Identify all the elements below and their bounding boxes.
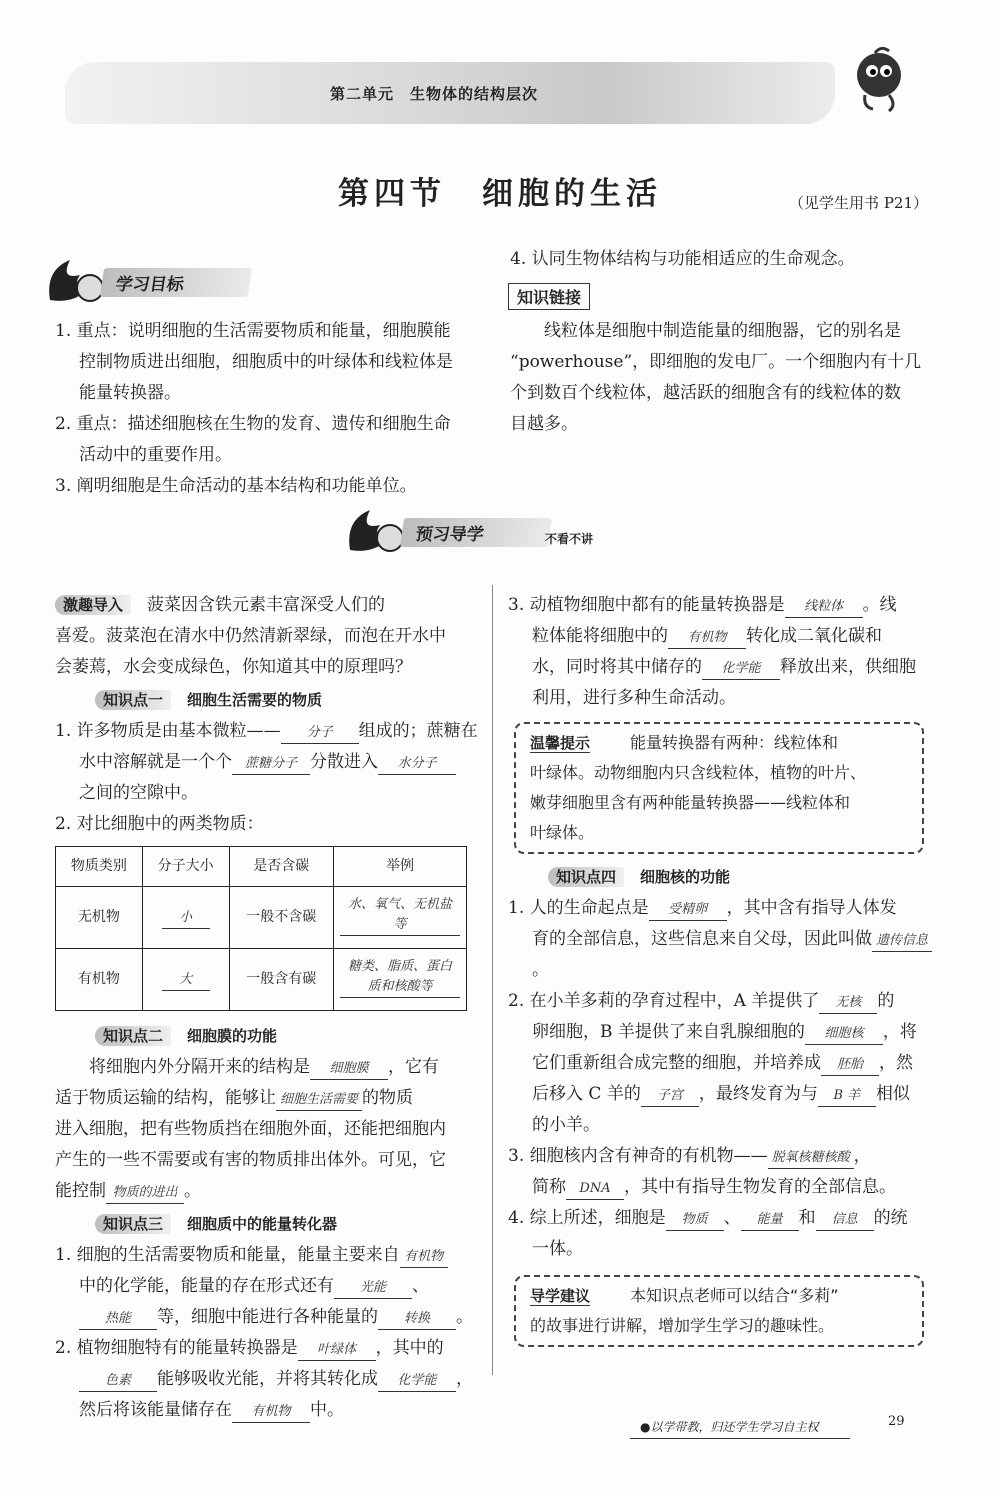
footer-rule [630,1438,850,1439]
text: 。 [532,960,549,980]
answer-blank: 分子 [281,723,359,744]
link-line: 目越多。 [510,414,578,434]
column-divider [492,585,493,1375]
text: 将细胞内外分隔开来的结构是 [89,1057,310,1077]
answer-blank: 胚胎 [821,1055,879,1076]
text: 组成的；蔗糖在 [358,721,478,741]
table-row [56,949,467,1011]
answer-blank: 蔗糖分子 [232,754,310,775]
answer-blank: 线粒体 [785,597,863,618]
kp3-line [55,1240,480,1271]
kp4-line: 一体。 [532,1239,583,1259]
answer-blank: 能量 [741,1210,799,1231]
kp1-q1-end: 之间的空隙中。 [79,783,198,803]
preview-badge: 预习导学 [400,518,552,547]
table-cell [334,887,467,949]
answer-blank: 物质的进出 [106,1183,184,1204]
text: 3. 细胞核内含有神奇的有机物—— [508,1146,768,1166]
text: ， [853,1146,871,1166]
answer-blank: 大 [162,970,210,991]
kp4-line [508,1048,933,1079]
text: 和 [798,1208,816,1228]
table-cell: 有机物 [56,949,143,1011]
text: ，然 [879,1053,913,1073]
answer-blank: 水分子 [378,754,456,775]
text: 的物质 [362,1088,414,1108]
answer-blank: 化学能 [378,1371,456,1392]
goals-banner [40,250,270,310]
kp3-line [55,1395,480,1426]
kp3-line [508,621,933,652]
tip-line: 叶绿体。 [530,823,595,842]
goals-list [55,316,485,502]
text: ，将 [882,1022,917,1042]
guide-line: 的故事进行讲解，增加学生学习的趣味性。 [530,1316,835,1335]
text: ，其中有指导生物发育的全部信息。 [624,1177,896,1197]
answer-blank: 化学能 [702,659,780,680]
kp4-line [508,1141,933,1172]
table-cell [334,949,467,1011]
text: 3. 动植物细胞中都有的能量转换器是 [508,595,785,615]
mascot-icon [845,45,915,115]
kp4-line [508,1172,933,1203]
link-line: 个到数百个线粒体，越活跃的细胞含有的线粒体的数 [510,383,901,403]
answer-blank: 光能 [334,1278,412,1299]
text: 释放出来，供细胞 [780,657,916,677]
text: 能够吸收光能，并将其转化成 [157,1369,378,1389]
answer-blank: 水、氧气、无机盐等 [340,895,460,936]
answer-blank: 有机物 [400,1247,448,1268]
table-cell [142,949,229,1011]
text: ， [456,1369,473,1389]
kp4-line [508,1079,933,1110]
text: 、 [723,1208,741,1228]
text: 能控制 [55,1181,106,1201]
goals-badge: 学习目标 [100,268,252,297]
tip-tag: 温馨提示 [530,734,591,752]
tip-line [530,728,908,758]
kp2-line [55,1083,480,1114]
text: 等，细胞中能进行各种能量的 [157,1307,378,1327]
text: 能量转换器有两种：线粒体和 [630,733,839,752]
footer-slogan: ●以学带教，归还学生学习自主权 [640,1420,819,1434]
text: 简称 [532,1177,566,1197]
kp4-tag: 知识点四 [548,867,624,887]
kp1-q1-cont [55,747,480,778]
kp4-line [508,1017,933,1048]
kp1-heading [95,685,480,716]
answer-blank: DNA [566,1179,624,1200]
text: 的统 [873,1208,908,1228]
kp4-title: 细胞核的功能 [640,868,731,886]
text: 后移入 C 羊的 [532,1084,641,1104]
answer-blank: 信息 [816,1210,874,1231]
table-header: 是否含碳 [229,847,333,887]
answer-blank: 转换 [378,1309,456,1330]
kp4-line [508,1203,933,1234]
answer-blank: 有机物 [232,1402,310,1423]
kp4-line [508,986,933,1017]
text: 本知识点老师可以结合“多莉” [630,1286,839,1305]
text: 相似 [875,1084,910,1104]
text: 。 [184,1181,201,1201]
kp4-line: 的小羊。 [532,1115,600,1135]
text: 中的化学能，能量的存在形式还有 [79,1276,334,1296]
kp3-line: 利用，进行多种生命活动。 [532,688,736,708]
text: 1. 细胞的生活需要物质和能量，能量主要来自 [55,1245,400,1265]
intro-line: 喜爱。菠菜泡在清水中仍然清新翠绿，而泡在开水中 [55,626,446,646]
text: 1. 人的生命起点是 [508,898,649,918]
page-number: 29 [888,1414,905,1429]
table-header: 分子大小 [142,847,229,887]
table-header: 举例 [334,847,467,887]
goal-line: 3. 阐明细胞是生命活动的基本结构和功能单位。 [55,476,417,496]
goal-line: 1. 重点：说明细胞的生活需要物质和能量，细胞膜能 [55,321,451,341]
kp1-title: 细胞生活需要的物质 [187,691,323,709]
knowledge-link-text [510,316,930,440]
kp1-q1 [55,716,480,747]
intro-tag-wrap [55,596,147,614]
text: 。 [456,1307,473,1327]
table-cell: 一般含有碳 [229,949,333,1011]
kp2-line [55,1176,480,1207]
text: 2. 植物细胞特有的能量转换器是 [55,1338,298,1358]
link-line: 线粒体是细胞中制造能量的细胞器，它的别名是 [544,321,901,341]
kp3-line [55,1302,480,1333]
answer-blank: 遗传信息 [872,931,932,952]
tip-line: 嫩芽细胞里含有两种能量转换器——线粒体和 [530,793,851,812]
tip-line: 叶绿体。动物细胞内只含线粒体，植物的叶片、 [530,763,867,782]
text: 4. 综上所述，细胞是 [508,1208,666,1228]
textbook-reference: （见学生用书 P21） [789,194,928,212]
table-cell: 无机物 [56,887,143,949]
kp3-line [55,1364,480,1395]
kp3-line [508,590,933,621]
answer-blank: 有机物 [668,628,746,649]
kp4-heading [548,862,933,893]
answer-blank: 细胞核 [805,1024,883,1045]
kp3-tag: 知识点三 [95,1214,171,1234]
answer-blank: 糖类、脂质、蛋白质和核酸等 [340,957,460,998]
text: ，最终发育为与 [698,1084,818,1104]
kp3-title: 细胞质中的能量转化器 [187,1215,338,1233]
kp2-heading [95,1021,480,1052]
text: 粒体能将细胞中的 [532,626,668,646]
table-header-row [56,847,467,887]
kp2-line: 进入细胞，把有些物质挡在细胞外面，还能把细胞内 [55,1119,446,1139]
text: 水，同时将其中储存的 [532,657,702,677]
answer-blank: 色素 [79,1371,157,1392]
kp4-line [508,893,933,924]
kp4-line [508,924,933,986]
knowledge-link-label: 知识链接 [508,283,590,310]
text: 卵细胞，B 羊提供了来自乳腺细胞的 [532,1022,805,1042]
unit-title: 第二单元 生物体的结构层次 [330,85,539,103]
guide-tag: 导学建议 [530,1287,591,1305]
guide-box [514,1275,924,1347]
goal-line: 活动中的重要作用。 [79,445,232,465]
answer-blank: 小 [162,908,210,929]
answer-blank: 物质 [666,1210,724,1231]
tip-box [514,722,924,854]
answer-blank: B 羊 [818,1086,876,1107]
text: 中。 [310,1400,344,1420]
preview-banner [340,500,660,560]
text: ，它有 [388,1057,439,1077]
answer-blank: 无核 [819,993,877,1014]
kp2-line: 产生的一些不需要或有害的物质排出体外。可见，它 [55,1150,446,1170]
table-cell [142,887,229,949]
answer-blank: 细胞生活需要 [276,1090,362,1111]
text: 适于物质运输的结构，能够让 [55,1088,276,1108]
answer-blank: 脱氧核糖核酸 [768,1148,854,1169]
right-column [508,590,933,1347]
text: 育的全部信息，这些信息来自父母，因此叫做 [532,929,872,949]
text: 的 [877,991,895,1011]
answer-blank: 热能 [79,1309,157,1330]
text: 、 [412,1276,429,1296]
intro-line: 会萎蔫，水会变成绿色，你知道其中的原理吗？ [55,657,412,677]
answer-blank: 叶绿体 [298,1340,376,1361]
intro-text: 菠菜因含铁元素丰富深受人们的 [147,595,386,615]
goal-line: 能量转换器。 [79,383,181,403]
text: ，其中的 [375,1338,444,1358]
table-row [56,887,467,949]
text: ，其中含有指导人体发 [726,898,897,918]
goal-item-4: 4. 认同生物体结构与功能相适应的生命观念。 [510,249,855,269]
goal-line: 控制物质进出细胞，细胞质中的叶绿体和线粒体是 [79,352,453,372]
intro-tag: 激趣导入 [55,595,131,615]
kp1-q2: 2. 对比细胞中的两类物质： [55,814,264,834]
kp2-tag: 知识点二 [95,1026,171,1046]
text: 1. 许多物质是由基本微粒—— [55,721,281,741]
text: 转化成二氧化碳和 [746,626,882,646]
kp1-tag: 知识点一 [95,690,171,710]
kp2-line [55,1052,480,1083]
table-cell: 一般不含碳 [229,887,333,949]
link-line: “powerhouse”，即细胞的发电厂。一个细胞内有十几 [510,352,922,372]
text: 。线 [862,595,897,615]
kp3-line [55,1271,480,1302]
goal-line: 2. 重点：描述细胞核在生物的发育、遗传和细胞生命 [55,414,451,434]
intro-line [55,590,480,621]
text: 它们重新组合成完整的细胞，并培养成 [532,1053,821,1073]
kp2-title: 细胞膜的功能 [187,1027,278,1045]
section-title: 第四节 细胞的生活 [338,176,662,212]
table-header: 物质类别 [56,847,143,887]
answer-blank: 受精卵 [649,900,727,921]
kp3-line [508,652,933,683]
answer-blank: 细胞膜 [310,1059,388,1080]
text: 水中溶解就是一个个 [79,752,232,772]
text: 然后将该能量储存在 [79,1400,232,1420]
left-column [55,590,480,1426]
kp3-heading [95,1209,480,1240]
text: 分散进入 [310,752,378,772]
preview-note: 不看不讲 [545,532,594,546]
kp3-line [55,1333,480,1364]
substance-table [55,846,467,1011]
guide-line [530,1281,908,1311]
text: 2. 在小羊多莉的孕育过程中，A 羊提供了 [508,991,820,1011]
answer-blank: 子宫 [641,1086,699,1107]
